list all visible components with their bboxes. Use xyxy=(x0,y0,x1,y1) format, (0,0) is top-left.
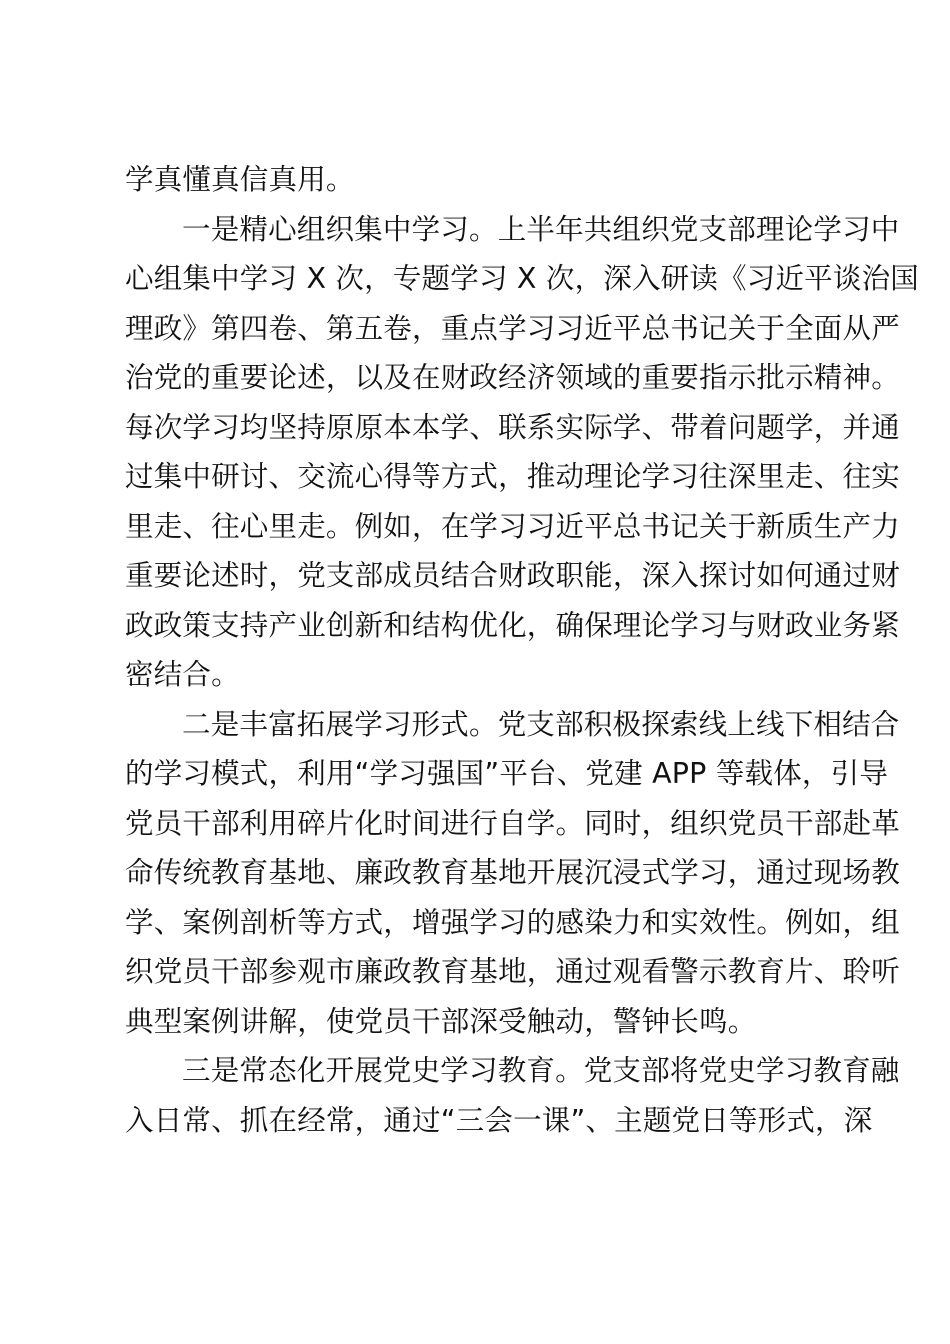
text-line: 学真懂真信真用。 xyxy=(125,163,355,196)
text-line: 心组集中学习 X 次，专题学习 X 次，深入研读《习近平谈治国 xyxy=(125,262,919,295)
text-line: 入日常、抓在经常，通过“三会一课”、主题党日等形式，深 xyxy=(125,1103,873,1137)
document-body xyxy=(125,155,919,1145)
text-line: 一是精心组织集中学习。上半年共组织党支部理论学习中 xyxy=(182,212,900,246)
text-line: 密结合。 xyxy=(125,658,240,691)
text-line: 命传统教育基地、廉政教育基地开展沉浸式学习，通过现场教 xyxy=(125,856,900,889)
text-line: 党员干部利用碎片化时间进行自学。同时，组织党员干部赴革 xyxy=(125,806,900,840)
text-line: 重要论述时，党支部成员结合财政职能，深入探讨如何通过财 xyxy=(125,559,900,592)
text-line: 理政》第四卷、第五卷，重点学习习近平总书记关于全面从严 xyxy=(125,311,900,345)
text-line: 政政策支持产业创新和结构优化，确保理论学习与财政业务紧 xyxy=(125,608,900,642)
text-line: 二是丰富拓展学习形式。党支部积极探索线上线下相结合 xyxy=(182,707,900,741)
text-line: 织党员干部参观市廉政教育基地，通过观看警示教育片、聆听 xyxy=(125,955,900,988)
paragraph-continuation xyxy=(125,155,837,205)
text-line: 学、案例剖析等方式，增强学习的感染力和实效性。例如，组 xyxy=(125,905,900,939)
paragraph-study-forms xyxy=(125,700,900,1047)
text-line: 里走、往心里走。例如，在学习习近平总书记关于新质生产力 xyxy=(125,509,900,543)
paragraph-centralized-study xyxy=(125,205,919,700)
text-line: 治党的重要论述，以及在财政经济领域的重要指示批示精神。 xyxy=(125,361,900,394)
text-line: 每次学习均坚持原原本本学、联系实际学、带着问题学，并通 xyxy=(125,410,900,444)
paragraph-party-history xyxy=(125,1046,900,1145)
text-line: 典型案例讲解，使党员干部深受触动，警钟长鸣。 xyxy=(125,1004,757,1038)
text-line: 三是常态化开展党史学习教育。党支部将党史学习教育融 xyxy=(182,1054,900,1087)
text-line: 过集中研讨、交流心得等方式，推动理论学习往深里走、往实 xyxy=(125,460,900,493)
text-line: 的学习模式，利用“学习强国”平台、党建 APP 等载体，引导 xyxy=(125,757,889,790)
